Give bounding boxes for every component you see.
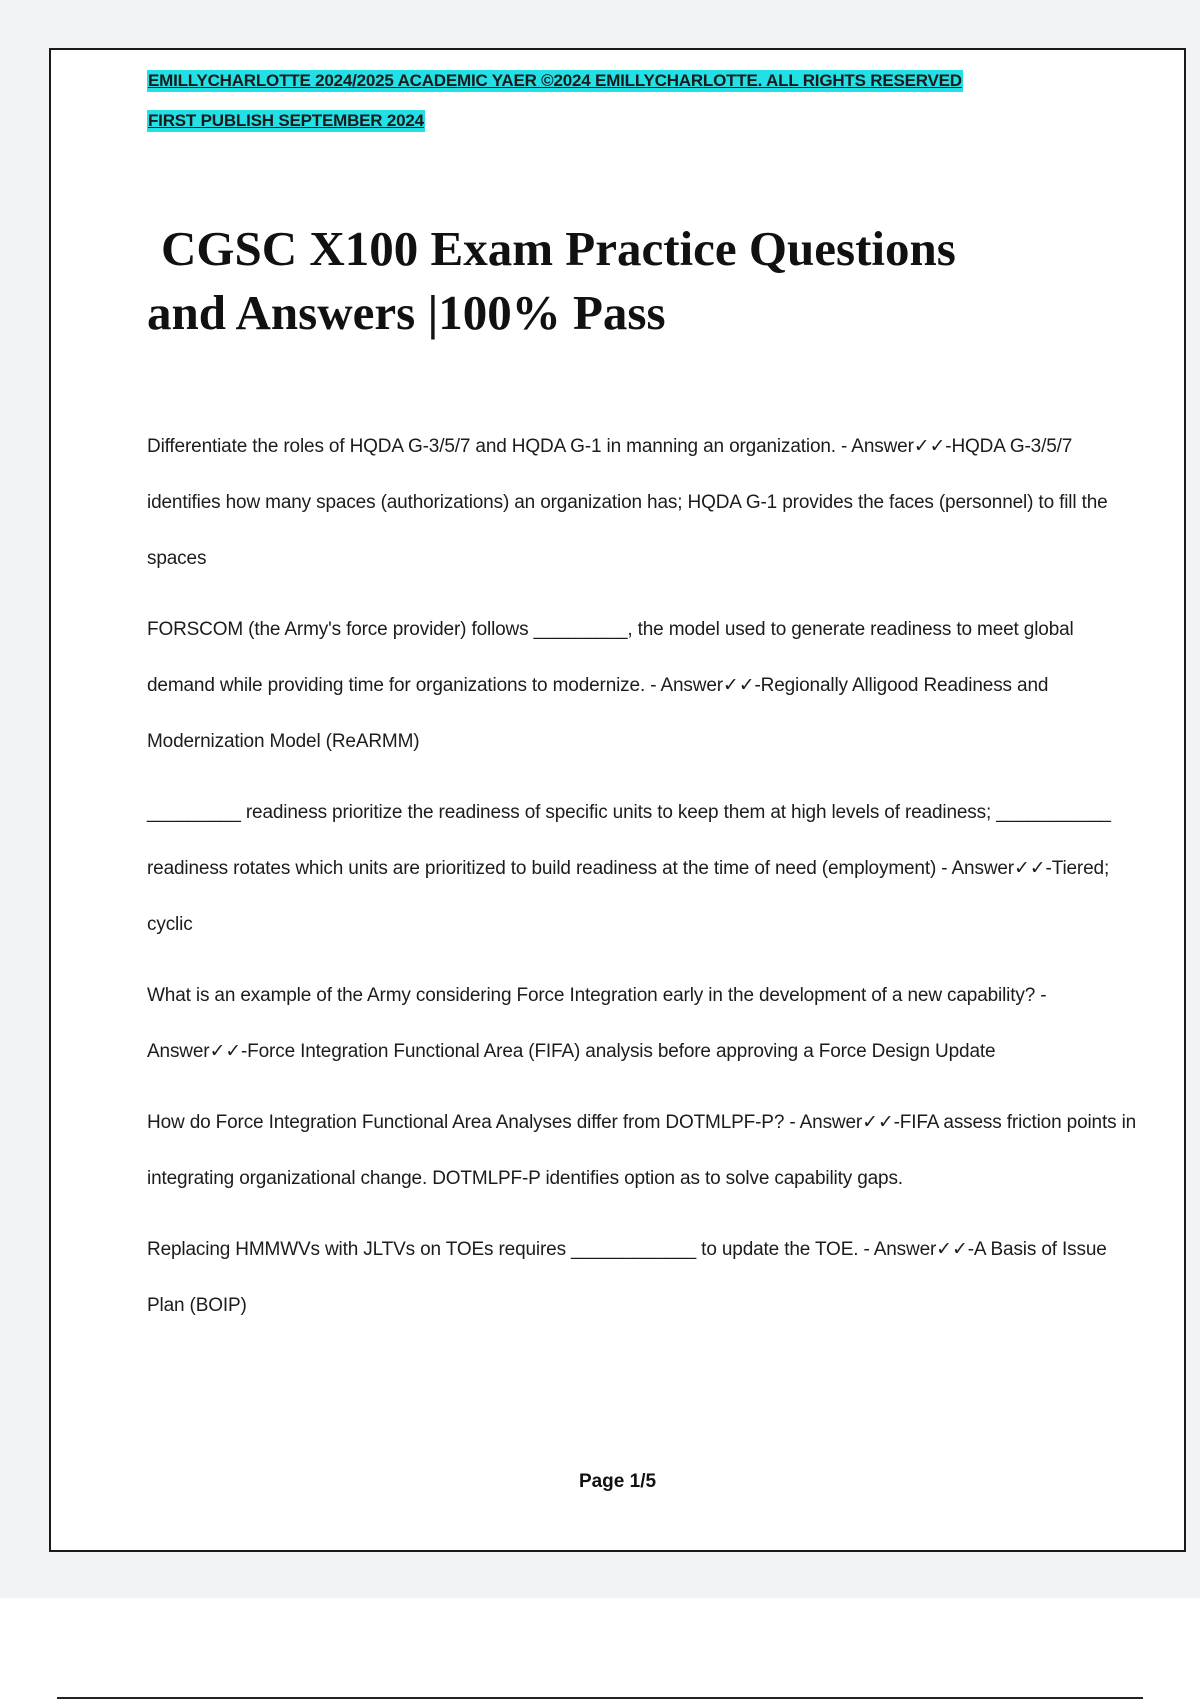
qa-item: _________ readiness prioritize the readiness of specific units to keep them at high levels of readiness; ___________ readiness rotates which units are prioritized to build readiness at the time of need (employment) - Answer✓✓-Tiered; cyclic bbox=[147, 802, 1111, 935]
qa-item: FORSCOM (the Army's force provider) follows _________, the model used to generate readiness to meet global demand while providing time for organizations to modernize. - Answer✓✓-Regionally Alligood Readiness and Modernization Model (ReARMM) bbox=[147, 619, 1074, 752]
qa-item: Differentiate the roles of HQDA G-3/5/7 and HQDA G-1 in manning an organization. - Answer✓✓-HQDA G-3/5/7 identifies how many spaces (authorizations) an organization has; HQDA G-1 provides the faces (personnel) to fill the spaces bbox=[147, 436, 1108, 569]
page-number: Page 1/5 bbox=[578, 1471, 657, 1492]
document-title bbox=[147, 217, 1137, 345]
copyright-banner: EMILLYCHARLOTTE 2024/2025 ACADEMIC YAER ©2024 EMILLYCHARLOTTE. ALL RIGHTS RESERVED bbox=[148, 71, 962, 90]
next-page-preview bbox=[0, 1598, 1200, 1700]
next-page-rule bbox=[57, 1697, 1143, 1699]
title-line-1: CGSC X100 Exam Practice Questions bbox=[161, 221, 956, 276]
qa-list bbox=[147, 419, 1137, 1334]
qa-item: What is an example of the Army considering Force Integration early in the development of a new capability? - Answer✓✓-Force Integration Functional Area (FIFA) analysis before approving a Force Design Update bbox=[147, 985, 1047, 1062]
page-content bbox=[147, 70, 1137, 1349]
title-line-2: and Answers |100% Pass bbox=[147, 285, 666, 340]
qa-item: Replacing HMMWVs with JLTVs on TOEs requires ____________ to update the TOE. - Answer✓✓-A Basis of Issue Plan (BOIP) bbox=[147, 1239, 1107, 1316]
document-page bbox=[49, 48, 1186, 1552]
copyright-banner-row bbox=[147, 70, 1137, 110]
publish-date-banner: FIRST PUBLISH SEPTEMBER 2024 bbox=[148, 111, 424, 130]
qa-item: How do Force Integration Functional Area Analyses differ from DOTMLPF-P? - Answer✓✓-FIFA assess friction points in integrating organizational change. DOTMLPF-P identifies option as to solve capability gaps. bbox=[147, 1112, 1137, 1189]
publish-banner-row bbox=[147, 110, 1137, 150]
